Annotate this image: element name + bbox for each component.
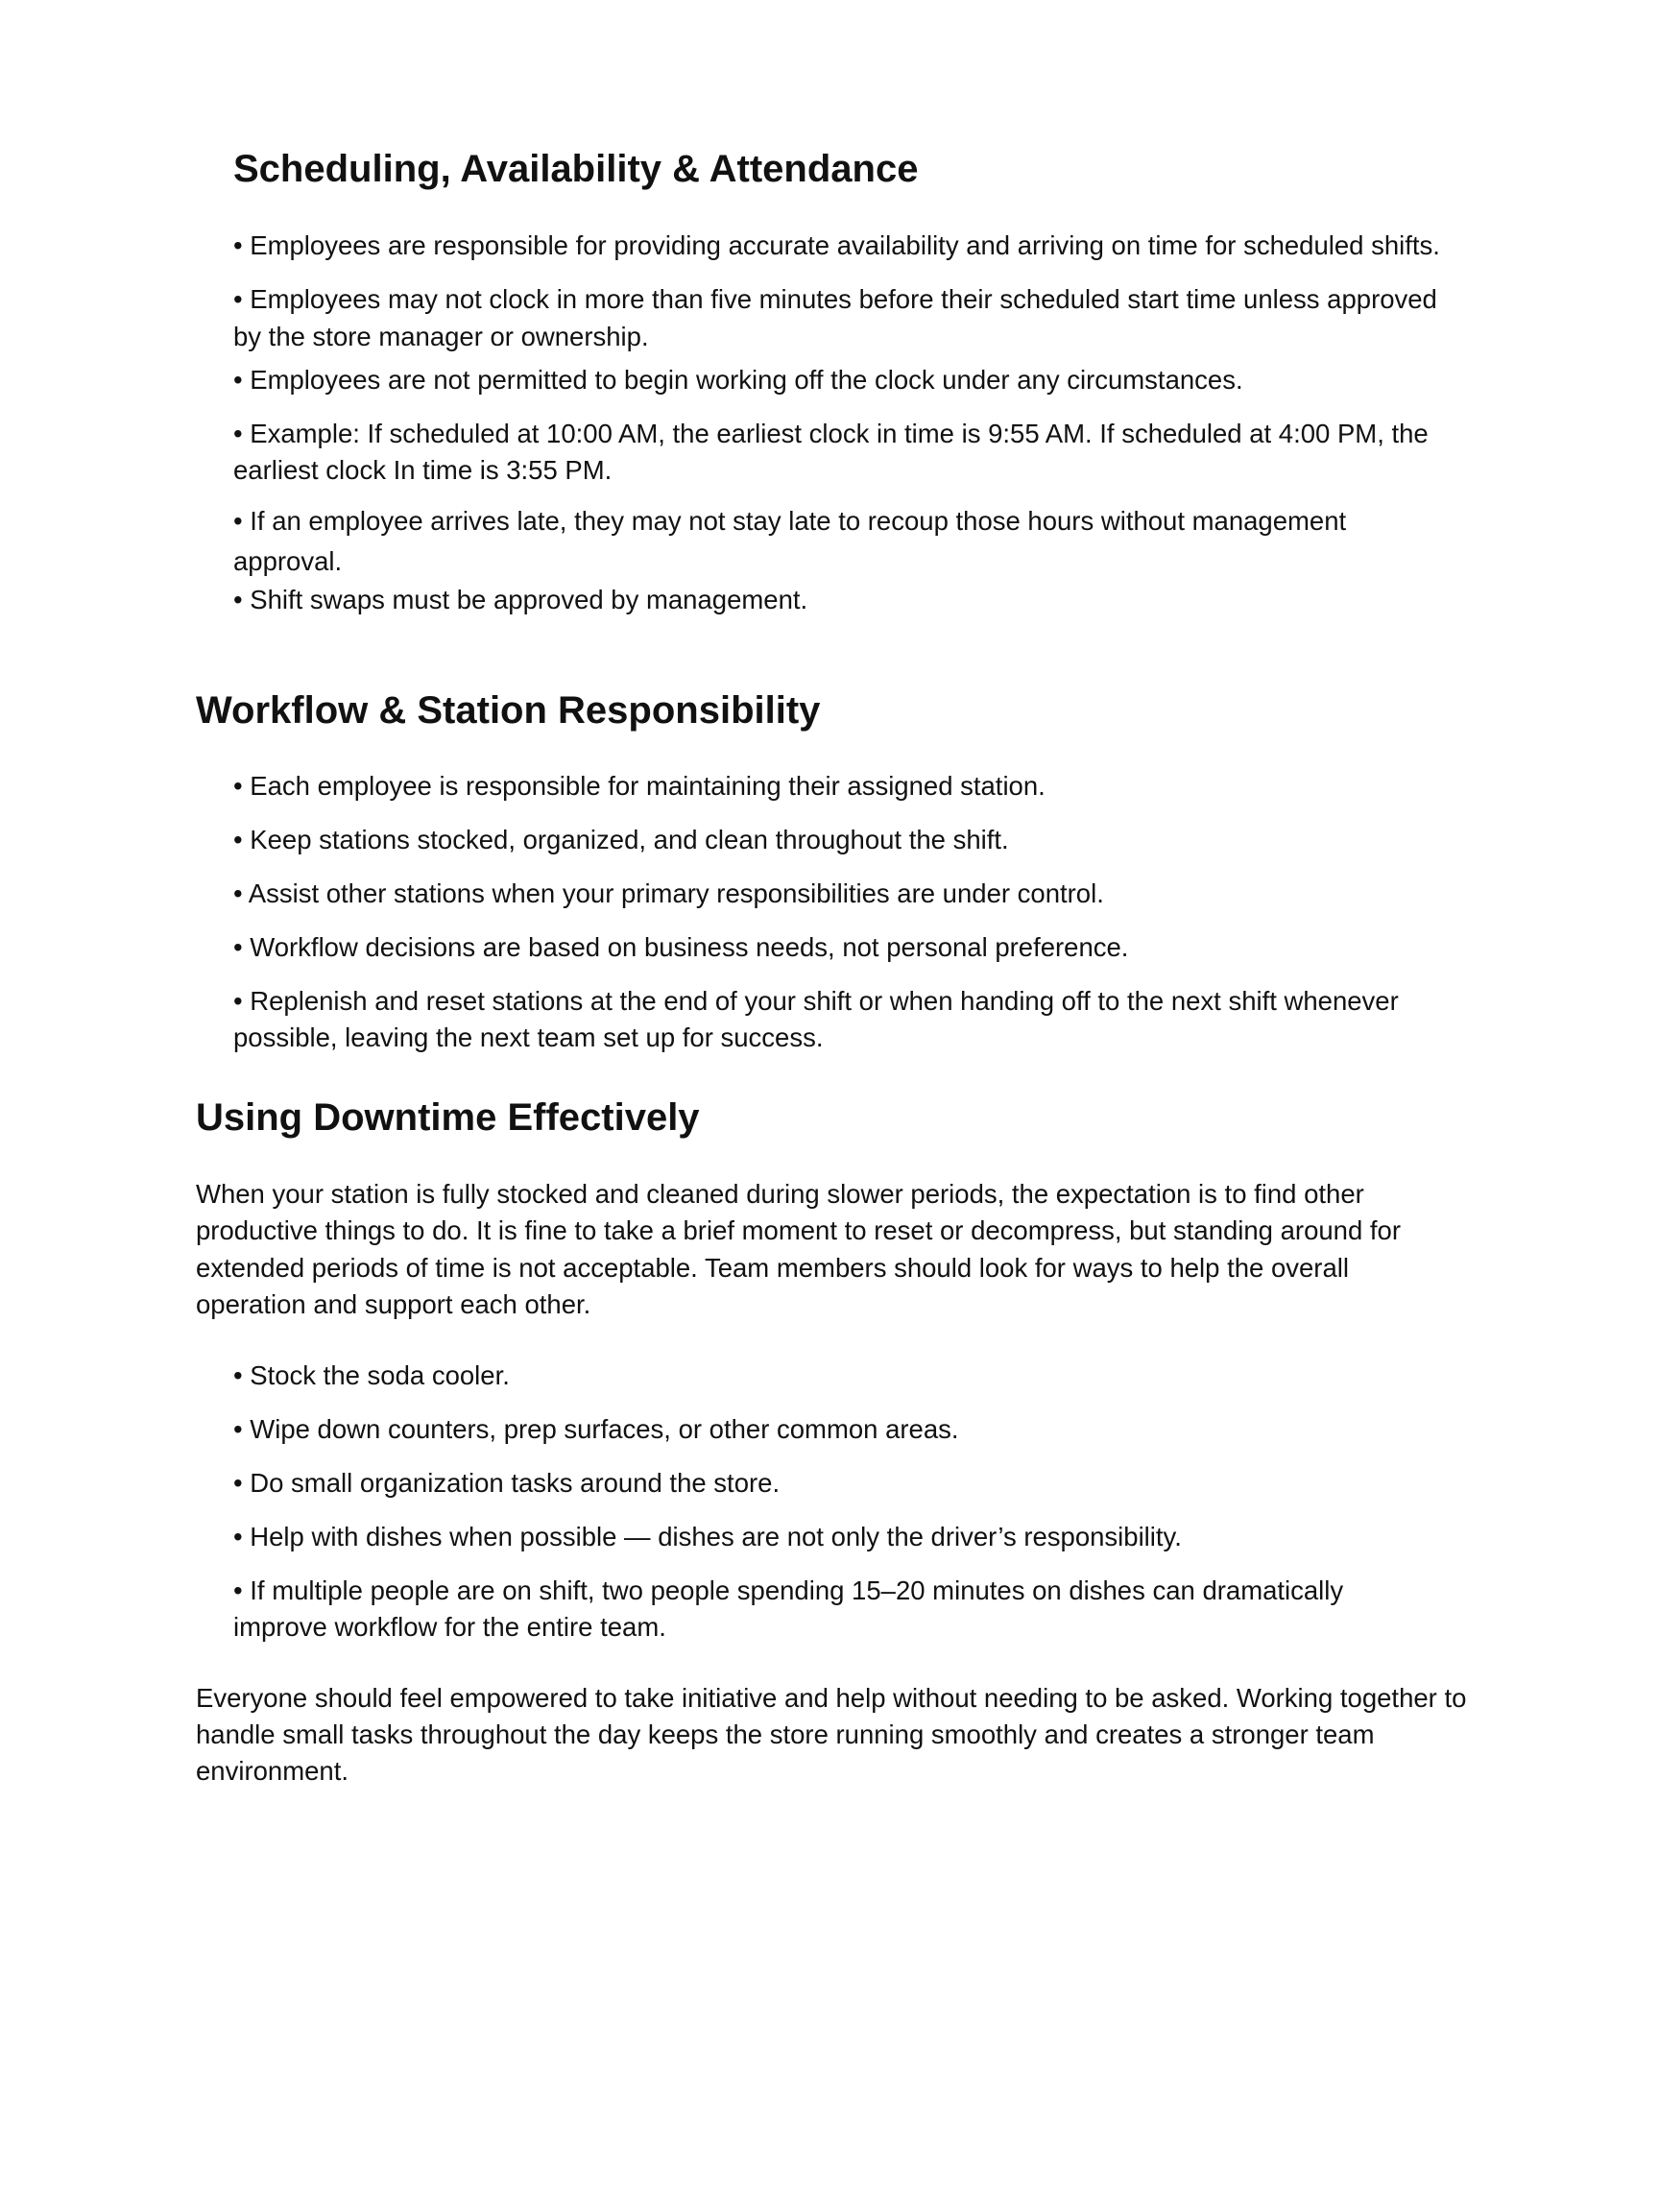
bullet-soda-cooler: • Stock the soda cooler. (233, 1360, 510, 1390)
bullet-clock-in-line1: • Employees may not clock in more than five minutes before their scheduled start time unless approved (233, 284, 1437, 314)
bullet-organization: • Do small organization tasks around the store. (233, 1468, 781, 1498)
bullet-shift-swaps: • Shift swaps must be approved by management. (233, 585, 808, 614)
bullet-business-needs: • Workflow decisions are based on business needs, not personal preference. (233, 932, 1129, 962)
closing-line1: Everyone should feel empowered to take initiative and help without needing to be asked. Working together to (196, 1683, 1467, 1713)
bullet-off-clock: • Employees are not permitted to begin working off the clock under any circumstances. (233, 365, 1243, 395)
section-title-workflow: Workflow & Station Responsibility (196, 689, 821, 732)
bullet-example-line1: • Example: If scheduled at 10:00 AM, the earliest clock in time is 9:55 AM. If scheduled at 4:00 PM, the (233, 419, 1429, 448)
bullet-late-line2: approval. (233, 546, 343, 576)
bullet-multiple-people-line2: improve workflow for the entire team. (233, 1612, 666, 1642)
intro-line4: operation and support each other. (196, 1289, 591, 1319)
bullet-multiple-people-line1: • If multiple people are on shift, two people spending 15–20 minutes on dishes can dramatically (233, 1575, 1344, 1605)
bullet-wipe-down: • Wipe down counters, prep surfaces, or other common areas. (233, 1414, 959, 1444)
closing-line3: environment. (196, 1756, 349, 1786)
bullet-assigned-station: • Each employee is responsible for maintaining their assigned station. (233, 771, 1046, 801)
bullet-late-line1: • If an employee arrives late, they may not stay late to recoup those hours without management (233, 506, 1347, 536)
bullet-replenish-line2: possible, leaving the next team set up for success. (233, 1022, 824, 1052)
bullet-availability: • Employees are responsible for providing accurate availability and arriving on time for scheduled shifts. (233, 230, 1440, 260)
section-title-scheduling: Scheduling, Availability & Attendance (233, 148, 919, 190)
closing-line2: handle small tasks throughout the day keeps the store running smoothly and creates a stronger team (196, 1719, 1375, 1749)
section-title-downtime: Using Downtime Effectively (196, 1096, 700, 1139)
intro-line2: productive things to do. It is fine to take a brief moment to reset or decompress, but standing around for (196, 1215, 1401, 1245)
intro-line3: extended periods of time is not acceptable. Team members should look for ways to help the overall (196, 1253, 1349, 1283)
bullet-dishes: • Help with dishes when possible — dishes are not only the driver’s responsibility. (233, 1522, 1182, 1551)
bullet-replenish-line1: • Replenish and reset stations at the end of your shift or when handing off to the next shift whenever (233, 986, 1399, 1016)
bullet-assist-stations: • Assist other stations when your primary responsibilities are under control. (233, 878, 1104, 908)
intro-line1: When your station is fully stocked and cleaned during slower periods, the expectation is to find other (196, 1179, 1364, 1209)
bullet-clock-in-line2: by the store manager or ownership. (233, 322, 649, 351)
bullet-example-line2: earliest clock In time is 3:55 PM. (233, 455, 613, 485)
bullet-stations-stocked: • Keep stations stocked, organized, and clean throughout the shift. (233, 825, 1009, 854)
